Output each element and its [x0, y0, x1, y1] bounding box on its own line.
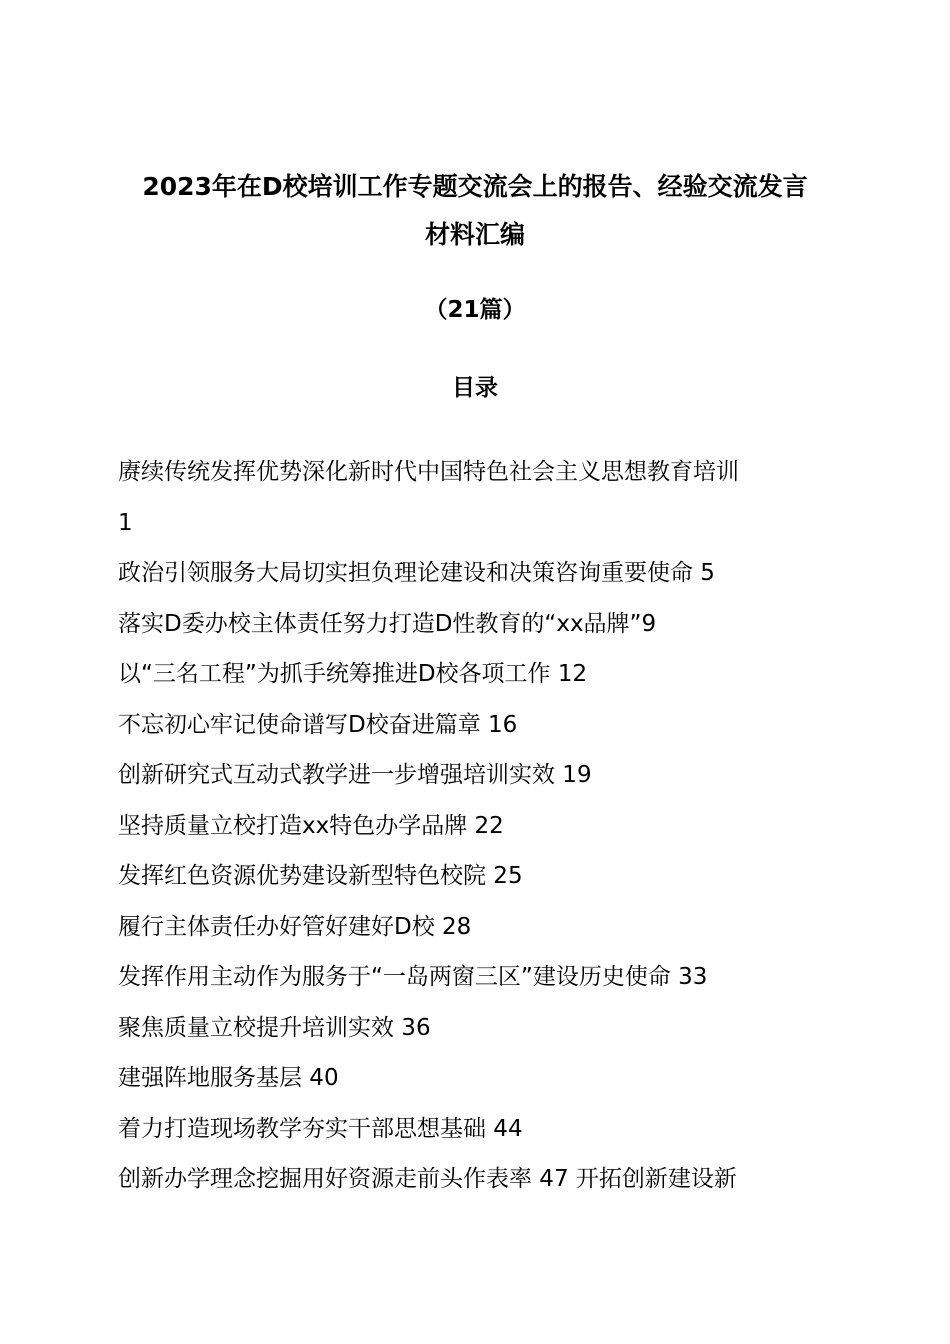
toc-line: 以“三名工程”为抓手统筹推进D校各项工作 12	[118, 661, 588, 687]
toc-line: 不忘初心牢记使命谱写D校奋进篇章 16	[118, 711, 518, 738]
toc-line: 聚焦质量立校提升培训实效 36	[118, 1014, 431, 1041]
toc-line: 建强阵地服务基层 40	[118, 1065, 339, 1091]
toc-line: 1	[118, 509, 133, 536]
document-title	[100, 163, 850, 259]
article-count: （21篇）	[424, 297, 526, 323]
toc-line: 发挥红色资源优势建设新型特色校院 25	[118, 863, 523, 889]
toc-line: 发挥作用主动作为服务于“一岛两窗三区”建设历史使命 33	[118, 964, 708, 990]
toc-line: 着力打造现场教学夯实干部思想基础 44	[118, 1115, 523, 1142]
toc-line: 坚持质量立校打造xx特色办学品牌 22	[118, 812, 504, 839]
table-of-contents	[118, 447, 838, 1205]
toc-line: 创新研究式互动式教学进一步增强培训实效 19	[118, 762, 592, 788]
toc-line: 履行主体责任办好管好建好D校 28	[118, 913, 472, 940]
toc-line: 落实D委办校主体责任努力打造D性教育的“xx品牌”9	[118, 610, 657, 637]
toc-line: 政治引领服务大局切实担负理论建设和决策咨询重要使命 5	[118, 560, 715, 586]
title-line-1: 2023年在D校培训工作专题交流会上的报告、经验交流发言	[142, 172, 808, 201]
title-line-2: 材料汇编	[424, 220, 525, 249]
toc-heading: 目录	[452, 375, 498, 401]
toc-line: 创新办学理念挖掘用好资源走前头作表率 47 开拓创新建设新	[118, 1166, 737, 1192]
toc-line: 赓续传统发挥优势深化新时代中国特色社会主义思想教育培训	[118, 459, 739, 485]
